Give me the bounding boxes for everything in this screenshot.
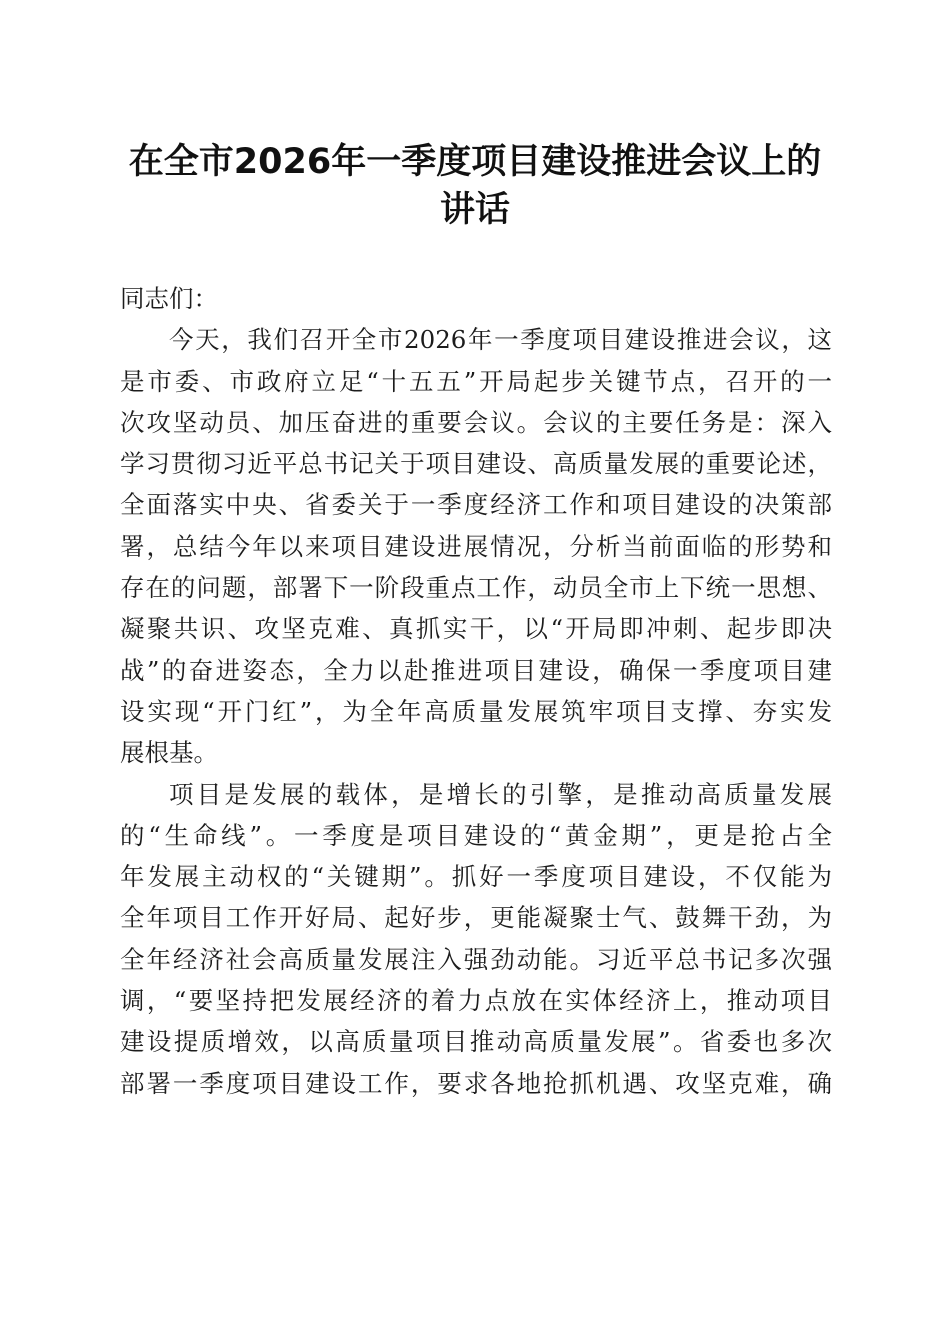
paragraph-1 (120, 319, 832, 773)
title-line-2: 讲话 (439, 190, 510, 230)
paragraph-line: 学习贯彻习近平总书记关于项目建设、高质量发展的重要论述， (120, 449, 832, 479)
paragraph-line: 建设提质增效，以高质量项目推动高质量发展”。省委也多次 (120, 1027, 832, 1057)
paragraph-line: 次攻坚动员、加压奋进的重要会议。会议的主要任务是：深入 (120, 407, 832, 437)
paragraph-line: 是市委、市政府立足“十五五”开局起步关键节点，召开的一 (120, 366, 832, 396)
paragraph-line: 项目是发展的载体，是增长的引擎，是推动高质量发展 (169, 779, 832, 809)
paragraph-line: 的“生命线”。一季度是项目建设的“黄金期”，更是抢占全 (120, 820, 832, 850)
document-body (120, 278, 832, 1104)
paragraph-2 (120, 774, 832, 1104)
paragraph-line: 存在的问题，部署下一阶段重点工作，动员全市上下统一思想、 (120, 573, 832, 603)
paragraph-line: 凝聚共识、攻坚克难、真抓实干，以“开局即冲刺、起步即决 (120, 614, 832, 644)
paragraph-line: 战”的奋进姿态，全力以赴推进项目建设，确保一季度项目建 (120, 655, 832, 685)
paragraph-line: 今天，我们召开全市2026年一季度项目建设推进会议，这 (169, 325, 832, 355)
paragraph-line: 展根基。 (120, 738, 218, 768)
paragraph-line: 全年项目工作开好局、起好步，更能凝聚士气、鼓舞干劲，为 (120, 903, 832, 933)
salutation: 同志们： (120, 284, 218, 313)
paragraph-line: 年发展主动权的“关键期”。抓好一季度项目建设，不仅能为 (120, 862, 832, 892)
paragraph-line: 署，总结今年以来项目建设进展情况，分析当前面临的形势和 (120, 531, 832, 561)
paragraph-line: 调，“要坚持把发展经济的着力点放在实体经济上，推动项目 (120, 986, 832, 1016)
paragraph-line: 部署一季度项目建设工作，要求各地抢抓机遇、攻坚克难，确 (120, 1068, 832, 1098)
paragraph-line: 全面落实中央、省委关于一季度经济工作和项目建设的决策部 (120, 490, 832, 520)
paragraph-line: 设实现“开门红”，为全年高质量发展筑牢项目支撑、夯实发 (120, 696, 832, 726)
paragraph-line: 全年经济社会高质量发展注入强劲动能。习近平总书记多次强 (120, 944, 832, 974)
document-title (110, 138, 840, 234)
title-line-1: 在全市2026年一季度项目建设推进会议上的 (128, 142, 822, 182)
